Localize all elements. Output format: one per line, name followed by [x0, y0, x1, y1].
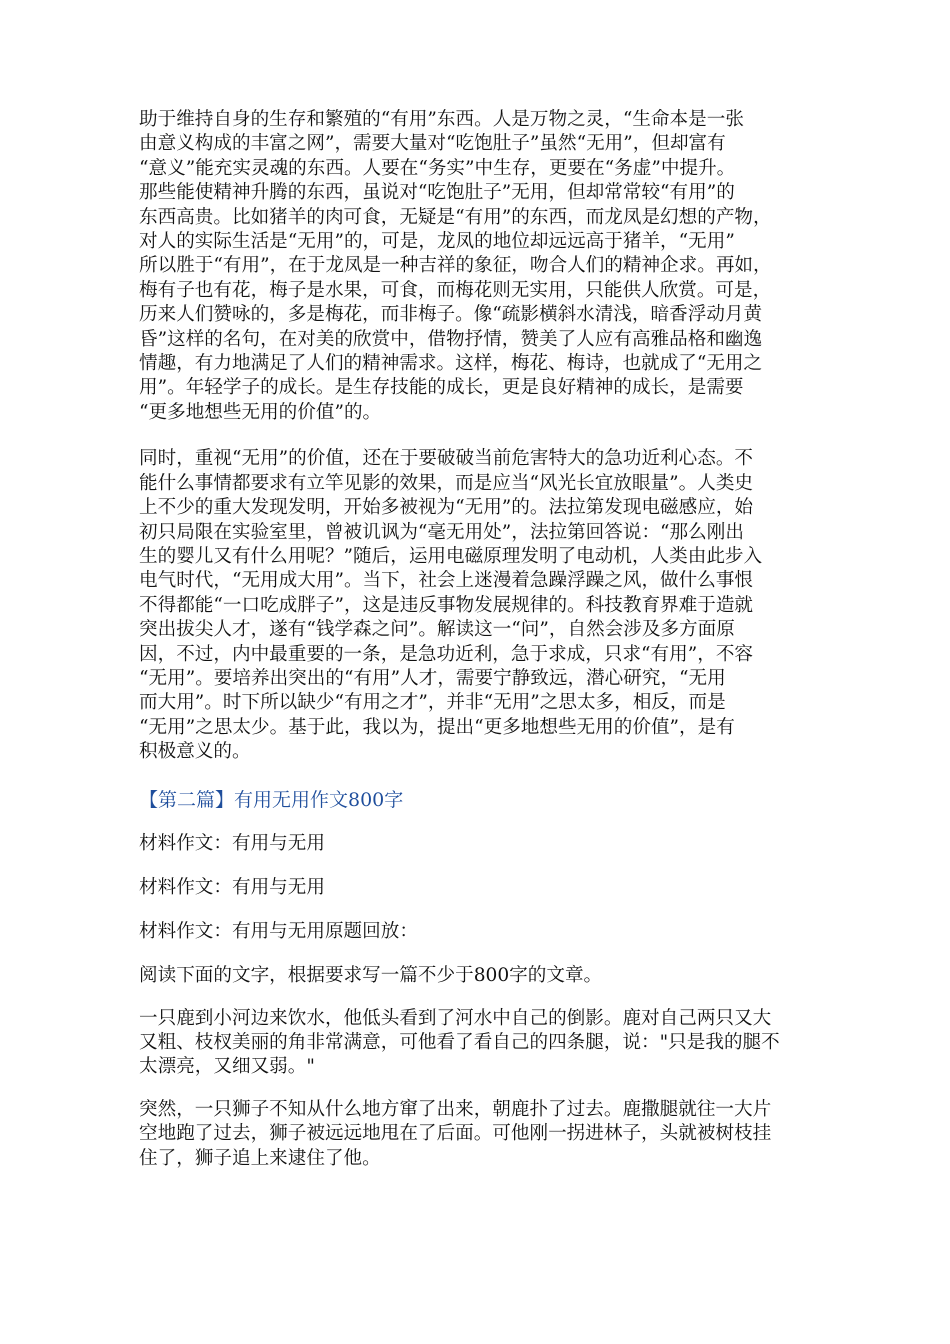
document-page — [139, 108, 809, 1171]
paragraph-spacer — [139, 857, 809, 875]
paragraph-spacer — [139, 765, 809, 787]
story-paragraph-2: 突然，一只狮子不知从什么地方窜了出来，朝鹿扑了过去。鹿撒腿就往一大片 空地跑了过去，狮子被远远地甩在了后面。可他刚一拐进林子，头就被树枝挂 住了，狮子追上来逮住了他。 — [139, 1098, 772, 1169]
material-line-2: 材料作文：有用与无用 — [139, 876, 325, 898]
story-paragraph-1: 一只鹿到小河边来饮水，他低头看到了河水中自己的倒影。鹿对自己两只又大 又粗、枝杈美丽的角非常满意，可他看了看自己的四条腿，说："只是我的腿不 太漂亮，又细又弱。" — [139, 1007, 780, 1078]
paragraph-spacer — [139, 813, 809, 831]
paragraph-spacer — [139, 901, 809, 919]
paragraph-spacer — [139, 425, 809, 447]
body-paragraph-2: 同时，重视“无用”的价值，还在于要破破当前危害特大的急功近利心态。不 能什么事情都要求有立竿见影的效果，而是应当“风光长宜放眼量”。人类史 上不少的重大发现发明，开始多被视为“无用”的。法拉第发现电磁感应，始 初只局限在实验室里，曾被讥讽为“毫无用处”，法拉第回答说：“那么刚出 生的婴儿又有什么用呢？”随后，运用电磁原理发明了电动机，人类由此步入 电气时代，“无用成大用”。当下，社会上迷漫着急躁浮躁之风，做什么事恨 不得都能“一口吃成胖子”，这是违反事物发展规律的。科技教育界难于造就 突出拔尖人才，遂有“钱学森之问”。解读这一“问”，自然会涉及多方面原 因，不过，内中最重要的一条，是急功近利，急于求成，只求“有用”，不容 “无用”。要培养出突出的“有用”人才，需要宁静致远，潜心研究，“无用 而大用”。时下所以缺少“有用之才”，并非“无用”之思太多，相反，而是 “无用”之思太少。基于此，我以为，提出“更多地想些无用的价值”，是有 积极意义的。 — [139, 448, 763, 763]
paragraph-spacer — [139, 945, 809, 963]
body-paragraph-1: 助于维持自身的生存和繁殖的“有用”东西。人是万物之灵，“生命本是一张 由意义构成的丰富之网”，需要大量对“吃饱肚子”虽然“无用”，但却富有 “意义”能充实灵魂的东西。人要在“务实”中生存，更要在“务虚”中提升。 那些能使精神升腾的东西，虽说对“吃饱肚子”无用，但却常常较“有用”的 东西高贵。比如猪羊的肉可食，无疑是“有用”的东西，而龙凤是幻想的产物， 对人的实际生活是“无用”的，可是，龙凤的地位却远远高于猪羊，“无用” 所以胜于“有用”，在于龙凤是一种吉祥的象征，吻合人们的精神企求。再如， 梅有子也有花，梅子是水果，可食，而梅花则无实用，只能供人欣赏。可是， 历来人们赞咏的，多是梅花，而非梅子。像“疏影横斜水清浅，暗香浮动月黄 昏”这样的名句，在对美的欣赏中，借物抒情，赞美了人应有高雅品格和幽逸 情趣，有力地满足了人们的精神需求。这样，梅花、梅诗，也就成了“无用之 用”。年轻学子的成长。是生存技能的成长，更是良好精神的成长，是需要 “更多地想些无用的价值”的。 — [139, 109, 772, 423]
material-line-1: 材料作文：有用与无用 — [139, 832, 325, 854]
instruction-line: 阅读下面的文字，根据要求写一篇不少于800字的文章。 — [139, 964, 603, 986]
paragraph-spacer — [139, 989, 809, 1007]
material-line-3: 材料作文：有用与无用原题回放： — [139, 920, 418, 942]
section-heading: 【第二篇】有用无用作文800字 — [139, 788, 404, 811]
paragraph-spacer — [139, 1080, 809, 1098]
